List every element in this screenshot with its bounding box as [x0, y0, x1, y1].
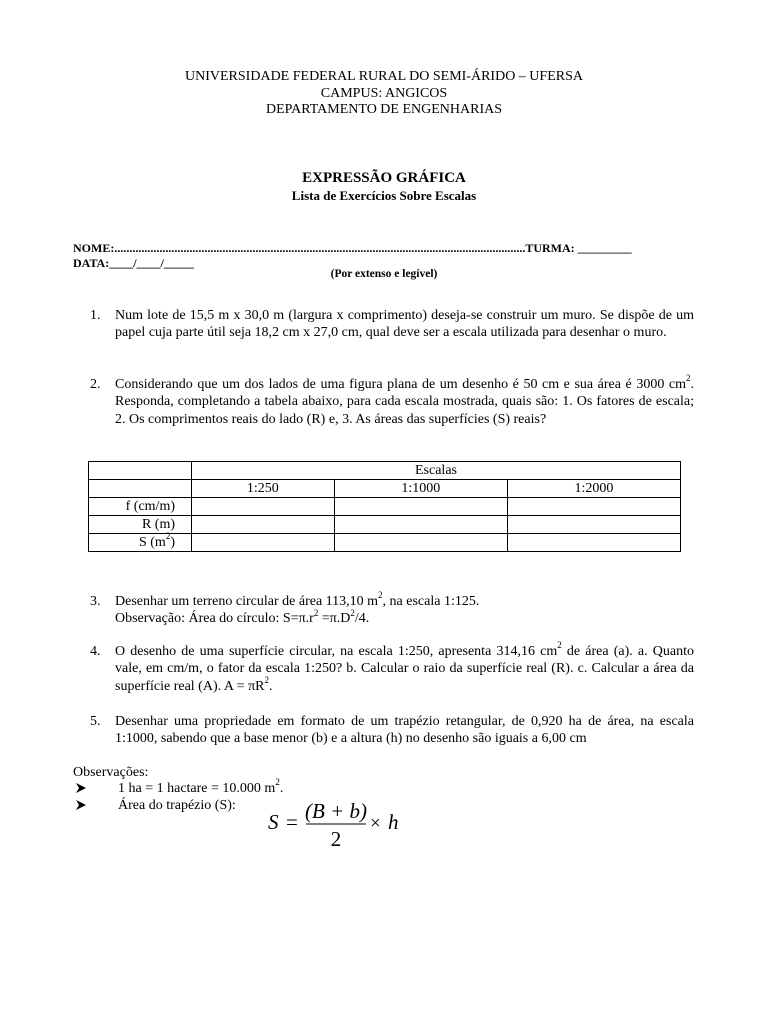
trapezoid-area-formula — [266, 796, 416, 852]
question-number: 5. — [90, 714, 101, 729]
question-number: 4. — [90, 644, 101, 659]
answer-cell[interactable] — [334, 534, 507, 552]
question-number: 3. — [90, 594, 101, 609]
arrow-bullet-icon — [75, 799, 87, 811]
scales-table — [88, 461, 681, 552]
answer-cell[interactable] — [192, 516, 335, 534]
table-header-row — [89, 462, 681, 480]
answer-cell[interactable] — [507, 516, 680, 534]
answer-cell[interactable] — [334, 498, 507, 516]
question-text: O desenho de uma superfície circular, na escala 1:250, apresenta 314,16 $cm^2$ de área (a). a. Quanto vale, em cm/m, o fator da escala 1:250? b. Calcular o raio da superfície real (R). c. Calcular a área da superfície real (A). $A = \pi R^2$. — [115, 640, 695, 694]
row-label-r: R (m) — [89, 516, 192, 534]
formula-equals: = — [286, 810, 298, 834]
question-number: 1. — [90, 308, 101, 323]
question-number: 2. — [90, 377, 101, 392]
name-class-field: NOME:.........................................................................................................................................TURMA: _________ — [73, 241, 632, 255]
university-name: UNIVERSIDADE FEDERAL RURAL DO SEMI-ÁRIDO – UFERSA — [185, 69, 583, 84]
empty-corner-cell — [89, 462, 192, 480]
row-label-f: f (cm/m) — [89, 498, 192, 516]
empty-corner-cell — [89, 480, 192, 498]
table-row — [89, 534, 681, 552]
question-text: Desenhar um terreno circular de área 113,10 $m^2$, na escala 1:125. Observação: Área do círculo: $S=\pi.r^2 =\pi.D^2/4$. — [115, 590, 480, 627]
table-row — [89, 516, 681, 534]
formula-lhs: S — [268, 810, 279, 834]
answer-cell[interactable] — [507, 498, 680, 516]
answer-cell[interactable] — [192, 498, 335, 516]
arrow-bullet-icon — [75, 782, 87, 794]
campus-name: CAMPUS: ANGICOS — [320, 86, 448, 101]
question-text: Desenhar uma propriedade em formato de um trapézio retangular, de 0,920 ha de área, na escala 1:1000, sabendo que a base menor (b) e a altura (h) no desenho são iguais a 6,00 cm — [115, 714, 694, 747]
answer-cell[interactable] — [334, 516, 507, 534]
worksheet-subtitle: Lista de Exercícios Sobre Escalas — [291, 188, 477, 203]
department-name: DEPARTAMENTO DE ENGENHARIAS — [265, 102, 503, 117]
legibility-note: (Por extenso e legível) — [330, 268, 438, 280]
table-row — [89, 498, 681, 516]
column-header-1-250: 1:250 — [192, 480, 335, 498]
question-text: Num lote de 15,5 m x 30,0 m (largura x comprimento) deseja-se construir um muro. Se dispõe de um papel cuja parte útil seja 18,2 cm x 27,0 cm, qual deve ser a escala utilizada para desenhar o muro. — [115, 308, 694, 341]
table-columns-row — [89, 480, 681, 498]
date-field: DATA:____/____/_____ — [73, 256, 194, 270]
question-text: Considerando que um dos lados de uma figura plana de um desenho é 50 cm e sua área é 3000 $cm^2$. Responda, completando a tabela abaixo, para cada escala mostrada, quais são: 1. Os fatores de escala; 2. Os comprimentos reais do lado (R) e, 3. As áreas das superfícies (S) reais? — [115, 373, 694, 427]
column-header-1-2000: 1:2000 — [507, 480, 680, 498]
formula-numerator: (B + b) — [305, 799, 367, 823]
column-header-1-1000: 1:1000 — [334, 480, 507, 498]
formula-h: h — [388, 810, 399, 834]
answer-cell[interactable] — [192, 534, 335, 552]
observations-title: Observações: — [73, 765, 149, 780]
answer-cell[interactable] — [507, 534, 680, 552]
scales-group-header: Escalas — [192, 462, 681, 480]
observation-text: 1 ha = 1 hactare = 10.000 $m^2$. — [118, 777, 284, 796]
formula-times: × — [370, 813, 381, 834]
row-label-s: S $(m^2)$ — [89, 534, 192, 552]
formula-denominator: 2 — [330, 827, 342, 851]
observation-text: Área do trapézio (S): — [118, 798, 236, 813]
course-title: EXPRESSÃO GRÁFICA — [302, 170, 466, 186]
